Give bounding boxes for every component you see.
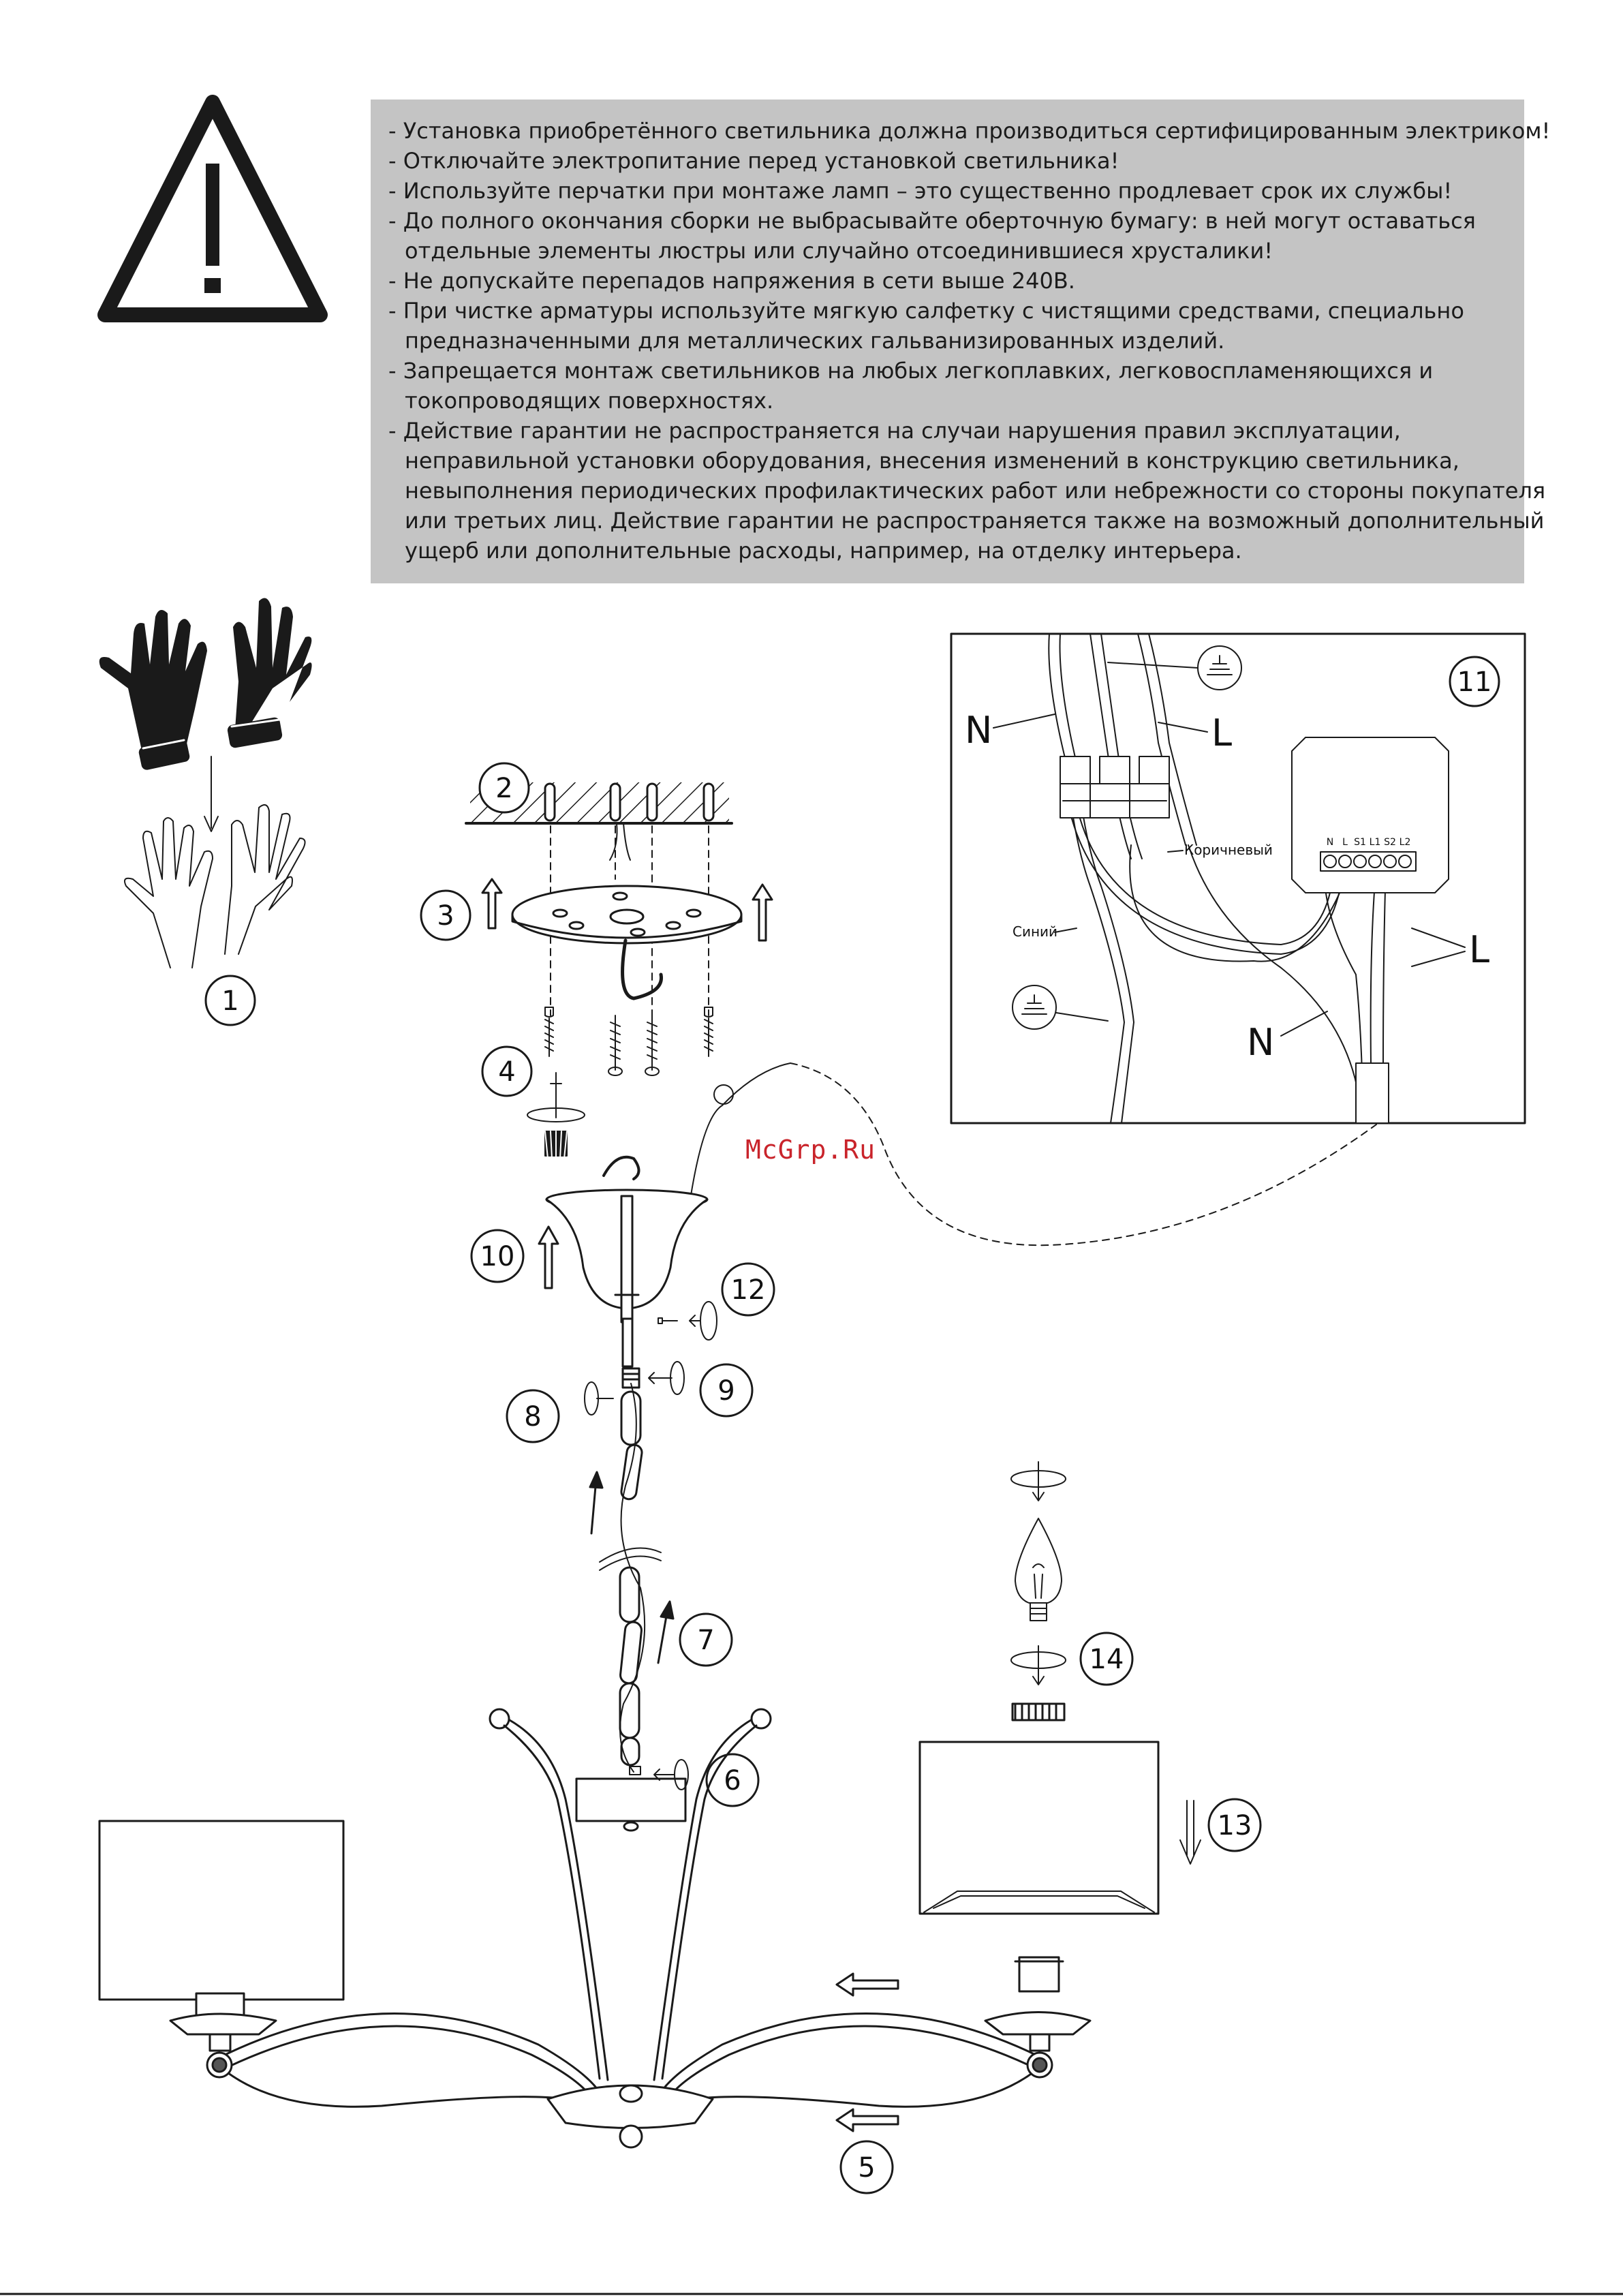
step-13-label [1209, 1799, 1261, 1851]
bare-hands-icon [125, 805, 305, 968]
step-number: 8 [524, 1401, 542, 1433]
step-number: 2 [495, 773, 513, 804]
screws [545, 1007, 713, 1075]
arrow-down-icon [1180, 1801, 1201, 1864]
live-label: L [1469, 928, 1490, 971]
brown-wire-label: Коричневый [1184, 842, 1273, 858]
step-1-label [206, 976, 255, 1025]
warning-line: или третьих лиц. Действие гарантии не распространяется также на возможный дополнительный [405, 508, 1545, 534]
warning-line: невыполнения периодических профилактических работ или небрежности со стороны покупателя [405, 478, 1546, 504]
step-10-label [472, 1230, 523, 1282]
warning-line: - До полного окончания сборки не выбрасывайте оберточную бумагу: в ней могут оставаться [388, 208, 1476, 234]
right-shade [920, 1704, 1158, 1914]
terminal-label: S2 [1384, 837, 1396, 848]
terminal-label: L1 [1369, 837, 1381, 848]
warning-line: ущерб или дополнительные расходы, например, на отделку интерьера. [405, 538, 1242, 564]
warning-line: - Отключайте электропитание перед установкой светильника! [388, 148, 1119, 174]
terminal-label: L2 [1399, 837, 1411, 848]
step-5-label [841, 2141, 893, 2193]
step-2-label [480, 763, 529, 812]
step-number: 6 [724, 1765, 741, 1796]
warning-triangle-icon [105, 102, 320, 315]
step-7-label [680, 1614, 732, 1666]
warning-line: - Установка приобретённого светильника должна производиться сертифицированным электриком! [388, 118, 1551, 144]
arrow-down-icon [204, 756, 218, 831]
step-3-label [421, 891, 470, 940]
step-8-label [507, 1390, 559, 1442]
step-number: 5 [858, 2152, 876, 2184]
step-11-label [1450, 657, 1499, 706]
gloves-icon [99, 598, 312, 771]
step-12-label [722, 1264, 774, 1315]
warning-line: - Используйте перчатки при монтаже ламп – это существенно продлевает срок их службы! [388, 178, 1453, 204]
step-number: 14 [1089, 1644, 1124, 1675]
chain [596, 1368, 668, 1772]
screw-rotate-icon [658, 1302, 717, 1340]
warning-line: - Не допускайте перепадов напряжения в сети выше 240В. [388, 268, 1075, 294]
warning-line: неправильной установки оборудования, внесения изменений в конструкцию светильника, [405, 448, 1459, 474]
step-number: 1 [221, 985, 239, 1017]
warning-line: - При чистке арматуры используйте мягкую салфетку с чистящими средствами, специально [388, 298, 1464, 324]
warning-line: отдельные элементы люстры или случайно отсоединившиеся хрусталики! [405, 238, 1273, 264]
step-number: 9 [717, 1375, 735, 1407]
warning-line: токопроводящих поверхностях. [405, 388, 774, 414]
step-number: 4 [498, 1056, 516, 1088]
screwdriver-icon [527, 1073, 585, 1159]
terminal-label: S1 [1354, 837, 1366, 848]
warning-line: предназначенными для металлических гальванизированных изделий. [405, 328, 1225, 354]
arrow-left-icon [837, 1974, 898, 2131]
step-6-label [707, 1754, 758, 1806]
canopy [546, 1157, 707, 1366]
live-label: L [1211, 711, 1233, 754]
step-4-label [482, 1047, 531, 1096]
step-14-label [1081, 1633, 1132, 1685]
neutral-label: N [1247, 1021, 1275, 1064]
step-number: 13 [1217, 1810, 1252, 1841]
step-number: 3 [437, 900, 454, 932]
neutral-label: N [965, 709, 993, 752]
step-number: 12 [730, 1274, 766, 1306]
step-number: 7 [697, 1625, 715, 1656]
step-number: 11 [1457, 667, 1492, 698]
step-9-label [700, 1364, 752, 1416]
blue-wire-label: Синий [1013, 923, 1058, 940]
terminal-label: L [1342, 837, 1348, 848]
mounting-plate [512, 886, 741, 998]
terminal-label: N [1326, 837, 1334, 848]
bulb-icon [1015, 1518, 1062, 1621]
right-lamp-socket [985, 1957, 1090, 2077]
warning-line: - Запрещается монтаж светильников на любых легкоплавких, легковоспламеняющихся и [388, 358, 1434, 384]
watermark: McGrp.Ru [745, 1135, 876, 1165]
wiring-inset [951, 634, 1525, 1123]
arrow-up-icon [539, 1227, 558, 1288]
step-number: 10 [480, 1241, 515, 1272]
wago-connectors [1060, 756, 1169, 818]
warning-line: - Действие гарантии не распространяется на случаи нарушения правил эксплуатации, [388, 418, 1401, 444]
smart-relay-module [1292, 737, 1449, 893]
